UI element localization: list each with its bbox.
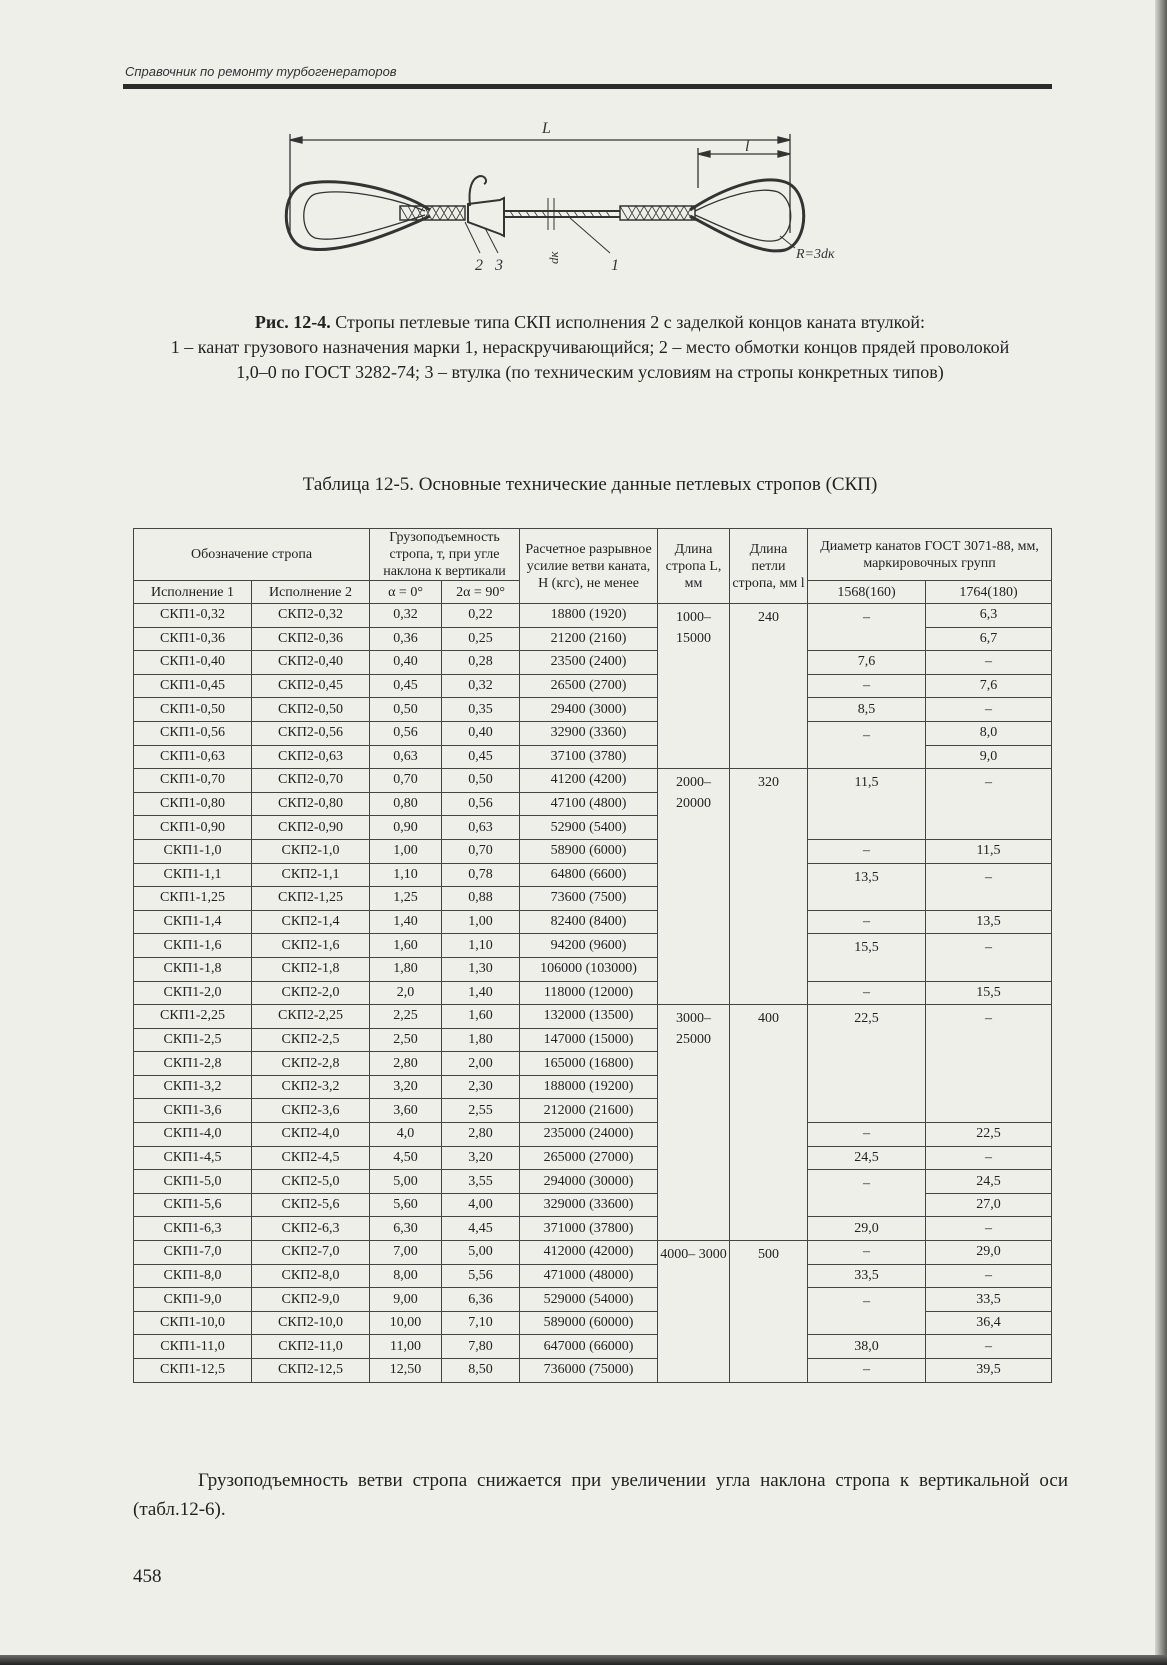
cell-diameter-1568: 7,6: [808, 651, 926, 675]
cell-diameter-1764: –: [926, 651, 1052, 675]
cell-alpha0: 6,30: [370, 1217, 442, 1241]
cell-force: 58900 (6000): [520, 839, 658, 863]
right-loop-outer: [690, 180, 804, 251]
cell-exec2: СКП2-3,2: [252, 1075, 370, 1099]
cell-alpha0: 5,00: [370, 1170, 442, 1194]
cell-exec2: СКП2-5,6: [252, 1193, 370, 1217]
cell-alpha90: 2,30: [442, 1075, 520, 1099]
table-row: [134, 698, 1052, 722]
sling-data-table: [133, 528, 1052, 1383]
cell-exec1: СКП1-11,0: [134, 1335, 252, 1359]
cell-alpha0: 0,90: [370, 816, 442, 840]
label-l: l: [745, 138, 750, 155]
table-row: [134, 1359, 1052, 1383]
cell-force: 21200 (2160): [520, 627, 658, 651]
cell-alpha90: 0,88: [442, 887, 520, 911]
header-force: Расчетное разрывное усилие ветви каната, Н (кгс), не менее: [520, 529, 658, 604]
cell-alpha90: 0,28: [442, 651, 520, 675]
cell-exec1: СКП1-1,8: [134, 957, 252, 981]
cell-exec2: СКП2-9,0: [252, 1288, 370, 1312]
cell-alpha0: 0,32: [370, 604, 442, 628]
cell-diameter-1568: 15,5: [808, 934, 926, 981]
table-title: Таблица 12-5. Основные технические данные петлевых стропов (СКП): [302, 474, 878, 495]
cell-alpha90: 1,10: [442, 934, 520, 958]
cell-diameter-1568: –: [808, 839, 926, 863]
cell-exec2: СКП2-8,0: [252, 1264, 370, 1288]
cell-sling-length: 3000– 25000: [658, 1005, 730, 1241]
cell-diameter-1764: –: [926, 934, 1052, 981]
leader-R: [780, 236, 795, 248]
cell-loop-length: 240: [730, 604, 808, 769]
cell-exec1: СКП1-0,32: [134, 604, 252, 628]
cell-alpha90: 0,45: [442, 745, 520, 769]
table-body: [134, 604, 1052, 1383]
cell-force: 47100 (4800): [520, 792, 658, 816]
cell-exec2: СКП2-2,8: [252, 1052, 370, 1076]
cell-alpha90: 0,40: [442, 721, 520, 745]
cell-force: 589000 (60000): [520, 1311, 658, 1335]
cell-exec1: СКП1-2,25: [134, 1005, 252, 1029]
table-row: [134, 674, 1052, 698]
cell-diameter-1764: 39,5: [926, 1359, 1052, 1383]
cell-alpha90: 1,40: [442, 981, 520, 1005]
header-loop-length: Длина петли стропа, мм l: [730, 529, 808, 604]
cell-exec1: СКП1-2,5: [134, 1028, 252, 1052]
label-3: 3: [495, 257, 503, 274]
cell-alpha0: 3,20: [370, 1075, 442, 1099]
cell-exec2: СКП2-4,5: [252, 1146, 370, 1170]
cell-diameter-1568: –: [808, 1359, 926, 1383]
cell-alpha90: 2,55: [442, 1099, 520, 1123]
header-row-1: [134, 529, 1052, 581]
cell-force: 52900 (5400): [520, 816, 658, 840]
page-bottom-shadow: [0, 1655, 1167, 1665]
cell-diameter-1764: –: [926, 1335, 1052, 1359]
cell-diameter-1764: –: [926, 1005, 1052, 1123]
cell-alpha90: 0,70: [442, 839, 520, 863]
cell-force: 736000 (75000): [520, 1359, 658, 1383]
cell-exec2: СКП2-7,0: [252, 1241, 370, 1265]
table-row: [134, 1241, 1052, 1265]
cell-exec2: СКП2-2,5: [252, 1028, 370, 1052]
leader-1: [570, 218, 610, 253]
cell-diameter-1764: 7,6: [926, 674, 1052, 698]
arrow-left-l: [698, 151, 710, 157]
cell-diameter-1764: 27,0: [926, 1193, 1052, 1217]
running-head: Справочник по ремонту турбогенераторов: [125, 64, 397, 79]
cell-exec2: СКП2-3,6: [252, 1099, 370, 1123]
cell-force: 73600 (7500): [520, 887, 658, 911]
cell-exec1: СКП1-5,0: [134, 1170, 252, 1194]
cell-alpha90: 0,35: [442, 698, 520, 722]
cell-force: 29400 (3000): [520, 698, 658, 722]
cell-alpha0: 0,40: [370, 651, 442, 675]
cell-force: 82400 (8400): [520, 910, 658, 934]
cell-force: 94200 (9600): [520, 934, 658, 958]
table-row: [134, 839, 1052, 863]
cell-alpha90: 1,60: [442, 1005, 520, 1029]
caption-number: Рис. 12-4.: [254, 312, 331, 332]
cell-alpha0: 12,50: [370, 1359, 442, 1383]
header-diameter: Диаметр канатов ГОСТ 3071-88, мм, маркировочных групп: [808, 529, 1052, 581]
cell-alpha90: 0,63: [442, 816, 520, 840]
cell-alpha90: 4,00: [442, 1193, 520, 1217]
cell-force: 412000 (42000): [520, 1241, 658, 1265]
cell-exec2: СКП2-1,4: [252, 910, 370, 934]
cell-diameter-1568: 38,0: [808, 1335, 926, 1359]
cell-exec1: СКП1-4,0: [134, 1123, 252, 1147]
cell-exec1: СКП1-2,0: [134, 981, 252, 1005]
cell-exec2: СКП2-1,6: [252, 934, 370, 958]
cell-diameter-1764: 24,5: [926, 1170, 1052, 1194]
cell-alpha0: 0,45: [370, 674, 442, 698]
cell-exec1: СКП1-1,0: [134, 839, 252, 863]
cell-alpha90: 7,10: [442, 1311, 520, 1335]
cell-force: 23500 (2400): [520, 651, 658, 675]
cell-alpha90: 6,36: [442, 1288, 520, 1312]
table-row: [134, 981, 1052, 1005]
cell-exec2: СКП2-0,90: [252, 816, 370, 840]
header-exec1: Исполнение 1: [134, 581, 252, 604]
table-row: [134, 1264, 1052, 1288]
cell-alpha0: 1,25: [370, 887, 442, 911]
cell-force: 165000 (16800): [520, 1052, 658, 1076]
header-rule: [123, 84, 1052, 89]
cell-alpha90: 1,00: [442, 910, 520, 934]
sling-drawing: [280, 118, 910, 303]
table-row: [134, 651, 1052, 675]
cell-alpha0: 0,36: [370, 627, 442, 651]
table-row: [134, 769, 1052, 793]
table-row: [134, 863, 1052, 887]
cell-alpha0: 1,10: [370, 863, 442, 887]
cell-exec2: СКП2-4,0: [252, 1123, 370, 1147]
cell-exec2: СКП2-5,0: [252, 1170, 370, 1194]
cell-diameter-1568: –: [808, 674, 926, 698]
cell-alpha0: 3,60: [370, 1099, 442, 1123]
cell-alpha90: 5,56: [442, 1264, 520, 1288]
cell-exec1: СКП1-0,80: [134, 792, 252, 816]
table-row: [134, 1335, 1052, 1359]
cell-exec2: СКП2-0,40: [252, 651, 370, 675]
header-alpha90: 2α = 90°: [442, 581, 520, 604]
cell-alpha0: 0,63: [370, 745, 442, 769]
cell-exec2: СКП2-0,70: [252, 769, 370, 793]
table-row: [134, 1217, 1052, 1241]
cell-alpha90: 8,50: [442, 1359, 520, 1383]
cell-force: 188000 (19200): [520, 1075, 658, 1099]
header-grp1764: 1764(180): [926, 581, 1052, 604]
cell-force: 235000 (24000): [520, 1123, 658, 1147]
cell-diameter-1764: 22,5: [926, 1123, 1052, 1147]
cell-force: 212000 (21600): [520, 1099, 658, 1123]
cell-exec1: СКП1-8,0: [134, 1264, 252, 1288]
cell-exec1: СКП1-12,5: [134, 1359, 252, 1383]
cell-exec1: СКП1-1,4: [134, 910, 252, 934]
cell-force: 329000 (33600): [520, 1193, 658, 1217]
cell-force: 118000 (12000): [520, 981, 658, 1005]
cell-sling-length: 2000– 20000: [658, 769, 730, 1005]
cell-diameter-1764: –: [926, 1217, 1052, 1241]
cell-alpha0: 8,00: [370, 1264, 442, 1288]
cell-force: 132000 (13500): [520, 1005, 658, 1029]
cell-alpha90: 5,00: [442, 1241, 520, 1265]
label-1: 1: [611, 257, 619, 274]
cell-exec1: СКП1-0,45: [134, 674, 252, 698]
cell-exec2: СКП2-0,63: [252, 745, 370, 769]
cell-force: 529000 (54000): [520, 1288, 658, 1312]
cell-force: 294000 (30000): [520, 1170, 658, 1194]
label-R: R=3dк: [796, 247, 835, 262]
cell-diameter-1764: 29,0: [926, 1241, 1052, 1265]
cell-exec2: СКП2-11,0: [252, 1335, 370, 1359]
cell-alpha0: 0,56: [370, 721, 442, 745]
cell-alpha90: 3,55: [442, 1170, 520, 1194]
cell-sling-length: 4000– 3000: [658, 1241, 730, 1383]
cell-exec1: СКП1-3,6: [134, 1099, 252, 1123]
cell-exec2: СКП2-0,50: [252, 698, 370, 722]
cell-exec1: СКП1-0,63: [134, 745, 252, 769]
cell-exec2: СКП2-1,25: [252, 887, 370, 911]
cell-alpha0: 1,00: [370, 839, 442, 863]
cell-diameter-1568: 33,5: [808, 1264, 926, 1288]
cell-diameter-1568: –: [808, 981, 926, 1005]
cell-diameter-1568: –: [808, 721, 926, 768]
cell-loop-length: 500: [730, 1241, 808, 1383]
cell-exec2: СКП2-0,32: [252, 604, 370, 628]
cell-diameter-1568: 13,5: [808, 863, 926, 910]
cell-exec1: СКП1-0,90: [134, 816, 252, 840]
cell-force: 471000 (48000): [520, 1264, 658, 1288]
right-braid: [620, 206, 695, 220]
cell-exec2: СКП2-0,45: [252, 674, 370, 698]
cell-alpha0: 4,50: [370, 1146, 442, 1170]
cell-exec1: СКП1-1,6: [134, 934, 252, 958]
header-exec2: Исполнение 2: [252, 581, 370, 604]
cell-diameter-1764: 8,0: [926, 721, 1052, 745]
cell-alpha0: 0,70: [370, 769, 442, 793]
cell-alpha90: 0,32: [442, 674, 520, 698]
cell-exec1: СКП1-0,50: [134, 698, 252, 722]
cell-diameter-1568: 8,5: [808, 698, 926, 722]
page-edge-shadow: [1155, 0, 1167, 1665]
cell-exec2: СКП2-10,0: [252, 1311, 370, 1335]
cell-alpha90: 0,78: [442, 863, 520, 887]
cell-alpha0: 2,25: [370, 1005, 442, 1029]
cell-exec1: СКП1-9,0: [134, 1288, 252, 1312]
cell-diameter-1764: 36,4: [926, 1311, 1052, 1335]
cell-diameter-1764: –: [926, 863, 1052, 910]
caption-title: Стропы петлевые типа СКП исполнения 2 с заделкой концов каната втулкой:: [335, 312, 926, 332]
cell-alpha0: 11,00: [370, 1335, 442, 1359]
cell-diameter-1764: –: [926, 1264, 1052, 1288]
cell-exec2: СКП2-1,8: [252, 957, 370, 981]
cell-alpha90: 4,45: [442, 1217, 520, 1241]
cell-exec1: СКП1-0,56: [134, 721, 252, 745]
cell-diameter-1568: 22,5: [808, 1005, 926, 1123]
cell-alpha90: 0,56: [442, 792, 520, 816]
right-braid-hatch: [620, 206, 692, 220]
cell-exec2: СКП2-1,1: [252, 863, 370, 887]
table-row: [134, 721, 1052, 745]
cell-exec2: СКП2-12,5: [252, 1359, 370, 1383]
cell-diameter-1764: –: [926, 698, 1052, 722]
cell-diameter-1764: 9,0: [926, 745, 1052, 769]
cell-force: 265000 (27000): [520, 1146, 658, 1170]
cell-alpha0: 2,50: [370, 1028, 442, 1052]
cell-force: 26500 (2700): [520, 674, 658, 698]
cell-exec1: СКП1-1,1: [134, 863, 252, 887]
cell-exec1: СКП1-10,0: [134, 1311, 252, 1335]
cell-sling-length: 1000– 15000: [658, 604, 730, 769]
cell-diameter-1568: 24,5: [808, 1146, 926, 1170]
cell-diameter-1764: 6,7: [926, 627, 1052, 651]
cell-exec2: СКП2-0,36: [252, 627, 370, 651]
table-row: [134, 910, 1052, 934]
cell-force: 147000 (15000): [520, 1028, 658, 1052]
cell-force: 41200 (4200): [520, 769, 658, 793]
cell-alpha90: 0,25: [442, 627, 520, 651]
table-row: [134, 1288, 1052, 1312]
cell-force: 32900 (3360): [520, 721, 658, 745]
cell-exec2: СКП2-0,56: [252, 721, 370, 745]
cell-exec1: СКП1-0,40: [134, 651, 252, 675]
cell-diameter-1764: –: [926, 769, 1052, 840]
cell-alpha0: 2,0: [370, 981, 442, 1005]
cell-diameter-1568: –: [808, 604, 926, 651]
cell-alpha0: 5,60: [370, 1193, 442, 1217]
cell-alpha0: 1,60: [370, 934, 442, 958]
table-row: [134, 1123, 1052, 1147]
cell-exec1: СКП1-5,6: [134, 1193, 252, 1217]
cell-diameter-1764: 15,5: [926, 981, 1052, 1005]
cell-alpha90: 7,80: [442, 1335, 520, 1359]
cell-force: 647000 (66000): [520, 1335, 658, 1359]
cell-alpha0: 9,00: [370, 1288, 442, 1312]
cell-exec2: СКП2-6,3: [252, 1217, 370, 1241]
cell-alpha0: 0,80: [370, 792, 442, 816]
header-designation: Обозначение стропа: [134, 529, 370, 581]
cell-diameter-1764: 33,5: [926, 1288, 1052, 1312]
table-row: [134, 934, 1052, 958]
cell-alpha0: 1,40: [370, 910, 442, 934]
cell-diameter-1764: 13,5: [926, 910, 1052, 934]
page-number: 458: [133, 1566, 162, 1587]
cell-diameter-1568: –: [808, 1288, 926, 1335]
cell-exec1: СКП1-3,2: [134, 1075, 252, 1099]
header-capacity: Грузоподъемность стропа, т, при угле наклона к вертикали: [370, 529, 520, 581]
table-row: [134, 1005, 1052, 1029]
cell-alpha90: 1,80: [442, 1028, 520, 1052]
cell-loop-length: 400: [730, 1005, 808, 1241]
cell-exec2: СКП2-2,0: [252, 981, 370, 1005]
cell-diameter-1568: –: [808, 910, 926, 934]
cell-exec1: СКП1-7,0: [134, 1241, 252, 1265]
cell-exec2: СКП2-1,0: [252, 839, 370, 863]
left-loop-outer: [286, 182, 430, 250]
cell-diameter-1764: –: [926, 1146, 1052, 1170]
cell-alpha0: 4,0: [370, 1123, 442, 1147]
cell-diameter-1568: 11,5: [808, 769, 926, 840]
arrow-right-l: [778, 151, 790, 157]
label-2: 2: [475, 257, 483, 274]
arrow-right-L: [778, 137, 790, 143]
cell-alpha0: 10,00: [370, 1311, 442, 1335]
cell-diameter-1568: –: [808, 1170, 926, 1217]
cell-diameter-1568: 29,0: [808, 1217, 926, 1241]
caption-legend: 1 – канат грузового назначения марки 1, нераскручивающийся; 2 – место обмотки концов прядей проволокой 1,0–0 по ГОСТ 3282-74; 3 – втулка (по техническим условиям на стропы конкретных типов): [170, 337, 1010, 382]
table-row: [134, 1170, 1052, 1194]
cell-alpha90: 0,22: [442, 604, 520, 628]
cell-force: 64800 (6600): [520, 863, 658, 887]
cell-alpha0: 7,00: [370, 1241, 442, 1265]
cell-exec1: СКП1-1,25: [134, 887, 252, 911]
body-paragraph: Грузоподъемность ветви стропа снижается при увеличении угла наклона стропа к вертикальной оси (табл.12-6).: [133, 1470, 1068, 1520]
table-row: [134, 1146, 1052, 1170]
cell-exec1: СКП1-6,3: [134, 1217, 252, 1241]
header-alpha0: α = 0°: [370, 581, 442, 604]
cell-exec1: СКП1-0,36: [134, 627, 252, 651]
table-row: [134, 604, 1052, 628]
left-braid-hatch: [400, 206, 464, 220]
cell-exec2: СКП2-2,25: [252, 1005, 370, 1029]
cell-exec2: СКП2-0,80: [252, 792, 370, 816]
cell-diameter-1764: 6,3: [926, 604, 1052, 628]
cell-diameter-1764: 11,5: [926, 839, 1052, 863]
cell-force: 371000 (37800): [520, 1217, 658, 1241]
cell-force: 37100 (3780): [520, 745, 658, 769]
cell-alpha90: 2,80: [442, 1123, 520, 1147]
cell-alpha90: 2,00: [442, 1052, 520, 1076]
cell-diameter-1568: –: [808, 1241, 926, 1265]
header-grp1568: 1568(160): [808, 581, 926, 604]
header-sling-length: Длина стропа L, мм: [658, 529, 730, 604]
cell-alpha0: 1,80: [370, 957, 442, 981]
arrow-left-L: [290, 137, 302, 143]
cell-alpha0: 0,50: [370, 698, 442, 722]
cell-loop-length: 320: [730, 769, 808, 1005]
cell-alpha90: 0,50: [442, 769, 520, 793]
figure-caption: [160, 310, 1020, 385]
cell-alpha0: 2,80: [370, 1052, 442, 1076]
label-L: L: [542, 120, 551, 137]
label-dk: dк: [546, 251, 561, 264]
cell-force: 18800 (1920): [520, 604, 658, 628]
cell-exec1: СКП1-0,70: [134, 769, 252, 793]
cell-alpha90: 3,20: [442, 1146, 520, 1170]
cell-exec1: СКП1-2,8: [134, 1052, 252, 1076]
cell-force: 106000 (103000): [520, 957, 658, 981]
cell-alpha90: 1,30: [442, 957, 520, 981]
cell-exec1: СКП1-4,5: [134, 1146, 252, 1170]
cell-diameter-1568: –: [808, 1123, 926, 1147]
